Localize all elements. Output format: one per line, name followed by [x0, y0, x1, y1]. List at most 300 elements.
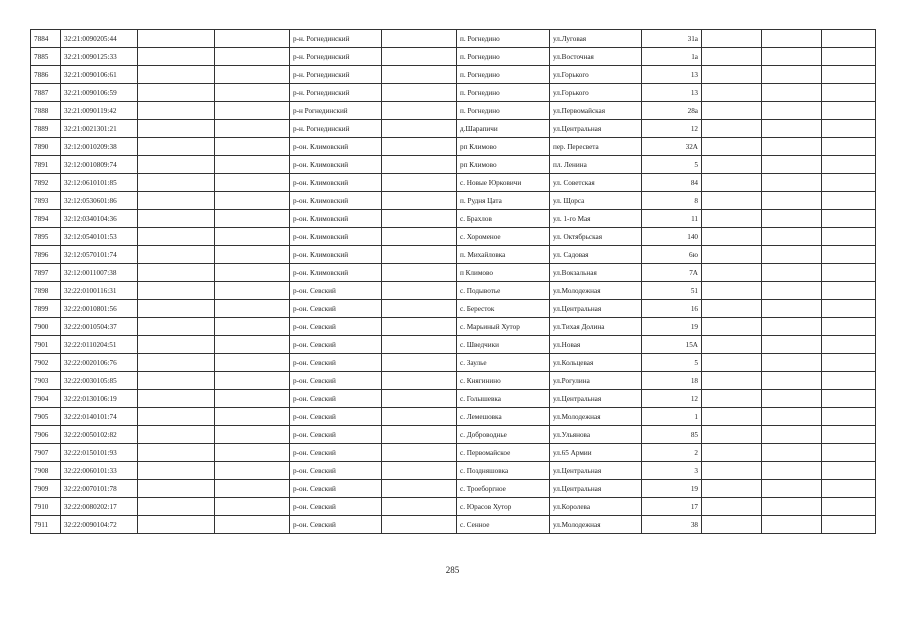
row-number-cell: 7895: [31, 228, 61, 246]
empty-cell: [702, 102, 762, 120]
cadastral-number-cell: 32:12:0340104:36: [61, 210, 138, 228]
empty-cell: [215, 444, 290, 462]
empty-cell: [382, 282, 457, 300]
empty-cell: [762, 498, 822, 516]
cadastral-number-cell: 32:22:0100116:31: [61, 282, 138, 300]
house-number-cell: 12: [642, 120, 702, 138]
empty-cell: [822, 516, 876, 534]
house-number-cell: 17: [642, 498, 702, 516]
empty-cell: [762, 264, 822, 282]
locality-cell: п Климово: [457, 264, 550, 282]
street-cell: ул.Вокзальная: [550, 264, 642, 282]
table-row: [31, 462, 876, 480]
locality-cell: с. Доброводнье: [457, 426, 550, 444]
empty-cell: [138, 120, 215, 138]
district-cell: р-н. Рогнединский: [290, 66, 382, 84]
table-row: [31, 516, 876, 534]
house-number-cell: 5: [642, 354, 702, 372]
district-cell: р-он. Климовский: [290, 174, 382, 192]
locality-cell: с. Сенное: [457, 516, 550, 534]
empty-cell: [215, 120, 290, 138]
empty-cell: [215, 138, 290, 156]
locality-cell: рп Климово: [457, 138, 550, 156]
house-number-cell: 38: [642, 516, 702, 534]
empty-cell: [762, 228, 822, 246]
table-row: [31, 228, 876, 246]
empty-cell: [215, 174, 290, 192]
cadastral-number-cell: 32:12:0010209:38: [61, 138, 138, 156]
empty-cell: [762, 210, 822, 228]
table-row: [31, 300, 876, 318]
row-number-cell: 7899: [31, 300, 61, 318]
district-cell: р-он. Севский: [290, 462, 382, 480]
street-cell: ул.Молодежная: [550, 516, 642, 534]
empty-cell: [762, 390, 822, 408]
street-cell: ул.Тихая Долина: [550, 318, 642, 336]
empty-cell: [762, 516, 822, 534]
table-row: [31, 192, 876, 210]
empty-cell: [138, 426, 215, 444]
empty-cell: [215, 246, 290, 264]
empty-cell: [762, 156, 822, 174]
row-number-cell: 7892: [31, 174, 61, 192]
empty-cell: [762, 480, 822, 498]
row-number-cell: 7910: [31, 498, 61, 516]
empty-cell: [382, 246, 457, 264]
empty-cell: [215, 210, 290, 228]
locality-cell: с. Поздняшовка: [457, 462, 550, 480]
empty-cell: [382, 30, 457, 48]
table-row: [31, 426, 876, 444]
row-number-cell: 7904: [31, 390, 61, 408]
house-number-cell: 12: [642, 390, 702, 408]
cadastral-number-cell: 32:22:0150101:93: [61, 444, 138, 462]
district-cell: р-н. Рогнединский: [290, 120, 382, 138]
page-number: 285: [445, 565, 460, 575]
row-number-cell: 7901: [31, 336, 61, 354]
street-cell: ул.Ульянова: [550, 426, 642, 444]
empty-cell: [138, 66, 215, 84]
empty-cell: [822, 408, 876, 426]
empty-cell: [215, 228, 290, 246]
table-row: [31, 498, 876, 516]
row-number-cell: 7909: [31, 480, 61, 498]
locality-cell: с. Заулье: [457, 354, 550, 372]
empty-cell: [762, 444, 822, 462]
empty-cell: [382, 228, 457, 246]
empty-cell: [702, 192, 762, 210]
table-row: [31, 336, 876, 354]
locality-cell: с. Марьиный Хутор: [457, 318, 550, 336]
district-cell: р-н Рогнединский: [290, 102, 382, 120]
street-cell: ул.Центральная: [550, 390, 642, 408]
street-cell: ул.Центральная: [550, 462, 642, 480]
empty-cell: [382, 372, 457, 390]
empty-cell: [215, 264, 290, 282]
empty-cell: [822, 192, 876, 210]
empty-cell: [382, 120, 457, 138]
table-row: [31, 138, 876, 156]
empty-cell: [762, 138, 822, 156]
row-number-cell: 7903: [31, 372, 61, 390]
empty-cell: [382, 318, 457, 336]
empty-cell: [215, 48, 290, 66]
empty-cell: [822, 390, 876, 408]
empty-cell: [702, 498, 762, 516]
empty-cell: [215, 462, 290, 480]
row-number-cell: 7885: [31, 48, 61, 66]
locality-cell: с. Княгинино: [457, 372, 550, 390]
street-cell: ул. Октябрьская: [550, 228, 642, 246]
locality-cell: д.Шарапичи: [457, 120, 550, 138]
house-number-cell: 31а: [642, 30, 702, 48]
cadastral-number-cell: 32:21:0090106:61: [61, 66, 138, 84]
empty-cell: [382, 264, 457, 282]
empty-cell: [215, 336, 290, 354]
house-number-cell: 84: [642, 174, 702, 192]
row-number-cell: 7907: [31, 444, 61, 462]
table-row: [31, 408, 876, 426]
empty-cell: [702, 354, 762, 372]
row-number-cell: 7889: [31, 120, 61, 138]
empty-cell: [215, 354, 290, 372]
locality-cell: с. Шведчики: [457, 336, 550, 354]
empty-cell: [382, 138, 457, 156]
empty-cell: [822, 498, 876, 516]
empty-cell: [762, 120, 822, 138]
locality-cell: п. Рогнедино: [457, 84, 550, 102]
empty-cell: [822, 300, 876, 318]
empty-cell: [762, 174, 822, 192]
empty-cell: [702, 282, 762, 300]
table-row: [31, 48, 876, 66]
locality-cell: п. Рогнедино: [457, 66, 550, 84]
cadastral-number-cell: 32:21:0090106:59: [61, 84, 138, 102]
empty-cell: [382, 480, 457, 498]
empty-cell: [702, 408, 762, 426]
district-cell: р-он. Севский: [290, 516, 382, 534]
empty-cell: [702, 318, 762, 336]
house-number-cell: 7А: [642, 264, 702, 282]
empty-cell: [822, 444, 876, 462]
empty-cell: [138, 336, 215, 354]
house-number-cell: 19: [642, 318, 702, 336]
house-number-cell: 1а: [642, 48, 702, 66]
row-number-cell: 7884: [31, 30, 61, 48]
house-number-cell: 2: [642, 444, 702, 462]
empty-cell: [822, 120, 876, 138]
cadastral-number-cell: 32:12:0540101:53: [61, 228, 138, 246]
empty-cell: [382, 210, 457, 228]
empty-cell: [138, 516, 215, 534]
house-number-cell: 13: [642, 66, 702, 84]
empty-cell: [762, 48, 822, 66]
empty-cell: [382, 102, 457, 120]
house-number-cell: 15А: [642, 336, 702, 354]
table-row: [31, 246, 876, 264]
locality-cell: п. Рудня Цата: [457, 192, 550, 210]
empty-cell: [138, 48, 215, 66]
row-number-cell: 7890: [31, 138, 61, 156]
street-cell: ул. Щорса: [550, 192, 642, 210]
empty-cell: [762, 408, 822, 426]
district-cell: р-он. Севский: [290, 444, 382, 462]
empty-cell: [138, 408, 215, 426]
house-number-cell: 32А: [642, 138, 702, 156]
table-row: [31, 156, 876, 174]
empty-cell: [822, 426, 876, 444]
empty-cell: [138, 228, 215, 246]
locality-cell: с. Хороменое: [457, 228, 550, 246]
empty-cell: [138, 84, 215, 102]
district-cell: р-он. Климовский: [290, 192, 382, 210]
street-cell: ул.Молодежная: [550, 282, 642, 300]
house-number-cell: 18: [642, 372, 702, 390]
table-row: [31, 318, 876, 336]
cadastral-number-cell: 32:22:0030105:85: [61, 372, 138, 390]
district-cell: р-он. Климовский: [290, 264, 382, 282]
empty-cell: [702, 138, 762, 156]
empty-cell: [702, 444, 762, 462]
empty-cell: [382, 390, 457, 408]
empty-cell: [138, 30, 215, 48]
empty-cell: [138, 282, 215, 300]
empty-cell: [215, 66, 290, 84]
empty-cell: [702, 156, 762, 174]
empty-cell: [822, 138, 876, 156]
district-cell: р-он. Севский: [290, 372, 382, 390]
empty-cell: [215, 156, 290, 174]
empty-cell: [762, 354, 822, 372]
empty-cell: [215, 300, 290, 318]
empty-cell: [762, 336, 822, 354]
row-number-cell: 7896: [31, 246, 61, 264]
empty-cell: [382, 192, 457, 210]
empty-cell: [215, 426, 290, 444]
street-cell: ул.Центральная: [550, 120, 642, 138]
empty-cell: [382, 174, 457, 192]
empty-cell: [702, 300, 762, 318]
street-cell: ул.Рогулина: [550, 372, 642, 390]
street-cell: пер. Пересвета: [550, 138, 642, 156]
empty-cell: [702, 30, 762, 48]
row-number-cell: 7911: [31, 516, 61, 534]
row-number-cell: 7897: [31, 264, 61, 282]
row-number-cell: 7908: [31, 462, 61, 480]
locality-cell: с. Голышевка: [457, 390, 550, 408]
empty-cell: [822, 336, 876, 354]
street-cell: ул. Садовая: [550, 246, 642, 264]
district-cell: р-он. Севский: [290, 300, 382, 318]
district-cell: р-он. Климовский: [290, 228, 382, 246]
street-cell: ул.Горького: [550, 66, 642, 84]
house-number-cell: 6ю: [642, 246, 702, 264]
street-cell: ул.Восточная: [550, 48, 642, 66]
empty-cell: [822, 174, 876, 192]
empty-cell: [822, 372, 876, 390]
table-row: [31, 102, 876, 120]
row-number-cell: 7902: [31, 354, 61, 372]
district-cell: р-н. Рогнединский: [290, 84, 382, 102]
empty-cell: [138, 444, 215, 462]
empty-cell: [822, 48, 876, 66]
house-number-cell: 11: [642, 210, 702, 228]
empty-cell: [215, 390, 290, 408]
empty-cell: [702, 480, 762, 498]
locality-cell: с. Юрасов Хутор: [457, 498, 550, 516]
district-cell: р-он. Севский: [290, 480, 382, 498]
table-row: [31, 210, 876, 228]
cadastral-table: [30, 29, 876, 534]
cadastral-number-cell: 32:22:0140101:74: [61, 408, 138, 426]
empty-cell: [138, 210, 215, 228]
street-cell: ул. Советская: [550, 174, 642, 192]
street-cell: ул.Молодежная: [550, 408, 642, 426]
district-cell: р-он. Климовский: [290, 210, 382, 228]
empty-cell: [382, 462, 457, 480]
empty-cell: [382, 426, 457, 444]
house-number-cell: 140: [642, 228, 702, 246]
cadastral-number-cell: 32:22:0090104:72: [61, 516, 138, 534]
empty-cell: [138, 318, 215, 336]
empty-cell: [822, 480, 876, 498]
cadastral-number-cell: 32:22:0060101:33: [61, 462, 138, 480]
empty-cell: [138, 462, 215, 480]
locality-cell: с. Троеборгное: [457, 480, 550, 498]
row-number-cell: 7887: [31, 84, 61, 102]
empty-cell: [138, 498, 215, 516]
cadastral-number-cell: 32:12:0010809:74: [61, 156, 138, 174]
empty-cell: [762, 300, 822, 318]
empty-cell: [215, 102, 290, 120]
cadastral-number-cell: 32:22:0110204:51: [61, 336, 138, 354]
empty-cell: [702, 390, 762, 408]
empty-cell: [762, 102, 822, 120]
row-number-cell: 7905: [31, 408, 61, 426]
empty-cell: [702, 66, 762, 84]
empty-cell: [822, 264, 876, 282]
table-row: [31, 390, 876, 408]
district-cell: р-он. Севский: [290, 390, 382, 408]
district-cell: р-он. Севский: [290, 354, 382, 372]
empty-cell: [382, 300, 457, 318]
table-row: [31, 444, 876, 462]
cadastral-number-cell: 32:22:0010801:56: [61, 300, 138, 318]
empty-cell: [138, 192, 215, 210]
empty-cell: [215, 84, 290, 102]
empty-cell: [822, 66, 876, 84]
empty-cell: [702, 516, 762, 534]
empty-cell: [382, 444, 457, 462]
empty-cell: [215, 372, 290, 390]
cadastral-number-cell: 32:21:0090205:44: [61, 30, 138, 48]
street-cell: ул.Луговая: [550, 30, 642, 48]
empty-cell: [762, 318, 822, 336]
empty-cell: [702, 84, 762, 102]
locality-cell: с. Подывотье: [457, 282, 550, 300]
row-number-cell: 7893: [31, 192, 61, 210]
empty-cell: [138, 246, 215, 264]
cadastral-number-cell: 32:12:0011007:38: [61, 264, 138, 282]
empty-cell: [702, 228, 762, 246]
district-cell: р-он. Севский: [290, 408, 382, 426]
district-cell: р-он. Климовский: [290, 156, 382, 174]
empty-cell: [762, 192, 822, 210]
district-cell: р-он. Севский: [290, 282, 382, 300]
locality-cell: с. Брахлов: [457, 210, 550, 228]
row-number-cell: 7886: [31, 66, 61, 84]
street-cell: ул.Кольцевая: [550, 354, 642, 372]
empty-cell: [382, 48, 457, 66]
empty-cell: [702, 264, 762, 282]
empty-cell: [138, 354, 215, 372]
empty-cell: [215, 480, 290, 498]
empty-cell: [762, 66, 822, 84]
empty-cell: [215, 516, 290, 534]
empty-cell: [138, 480, 215, 498]
house-number-cell: 28а: [642, 102, 702, 120]
locality-cell: с. Лемешовка: [457, 408, 550, 426]
street-cell: ул.65 Армии: [550, 444, 642, 462]
house-number-cell: 8: [642, 192, 702, 210]
empty-cell: [762, 462, 822, 480]
empty-cell: [138, 390, 215, 408]
cadastral-number-cell: 32:22:0070101:78: [61, 480, 138, 498]
cadastral-number-cell: 32:22:0050102:82: [61, 426, 138, 444]
empty-cell: [382, 354, 457, 372]
house-number-cell: 19: [642, 480, 702, 498]
table-row: [31, 120, 876, 138]
district-cell: р-он. Севский: [290, 498, 382, 516]
cadastral-number-cell: 32:21:0090125:33: [61, 48, 138, 66]
house-number-cell: 13: [642, 84, 702, 102]
row-number-cell: 7888: [31, 102, 61, 120]
empty-cell: [138, 372, 215, 390]
street-cell: ул.Первомайская: [550, 102, 642, 120]
cadastral-number-cell: 32:22:0130106:19: [61, 390, 138, 408]
empty-cell: [822, 246, 876, 264]
empty-cell: [702, 372, 762, 390]
empty-cell: [215, 318, 290, 336]
house-number-cell: 3: [642, 462, 702, 480]
table-row: [31, 264, 876, 282]
empty-cell: [822, 210, 876, 228]
locality-cell: п. Рогнедино: [457, 30, 550, 48]
empty-cell: [702, 174, 762, 192]
empty-cell: [762, 282, 822, 300]
empty-cell: [762, 426, 822, 444]
table-row: [31, 66, 876, 84]
row-number-cell: 7898: [31, 282, 61, 300]
empty-cell: [702, 462, 762, 480]
empty-cell: [822, 462, 876, 480]
locality-cell: рп Климово: [457, 156, 550, 174]
locality-cell: с. Бересток: [457, 300, 550, 318]
empty-cell: [702, 426, 762, 444]
cadastral-number-cell: 32:12:0570101:74: [61, 246, 138, 264]
cadastral-number-cell: 32:12:0530601:86: [61, 192, 138, 210]
cadastral-number-cell: 32:12:0610101:85: [61, 174, 138, 192]
street-cell: пл. Ленина: [550, 156, 642, 174]
empty-cell: [215, 192, 290, 210]
empty-cell: [382, 66, 457, 84]
district-cell: р-н. Рогнединский: [290, 48, 382, 66]
empty-cell: [382, 408, 457, 426]
cadastral-number-cell: 32:22:0080202:17: [61, 498, 138, 516]
empty-cell: [822, 156, 876, 174]
empty-cell: [702, 336, 762, 354]
empty-cell: [822, 30, 876, 48]
